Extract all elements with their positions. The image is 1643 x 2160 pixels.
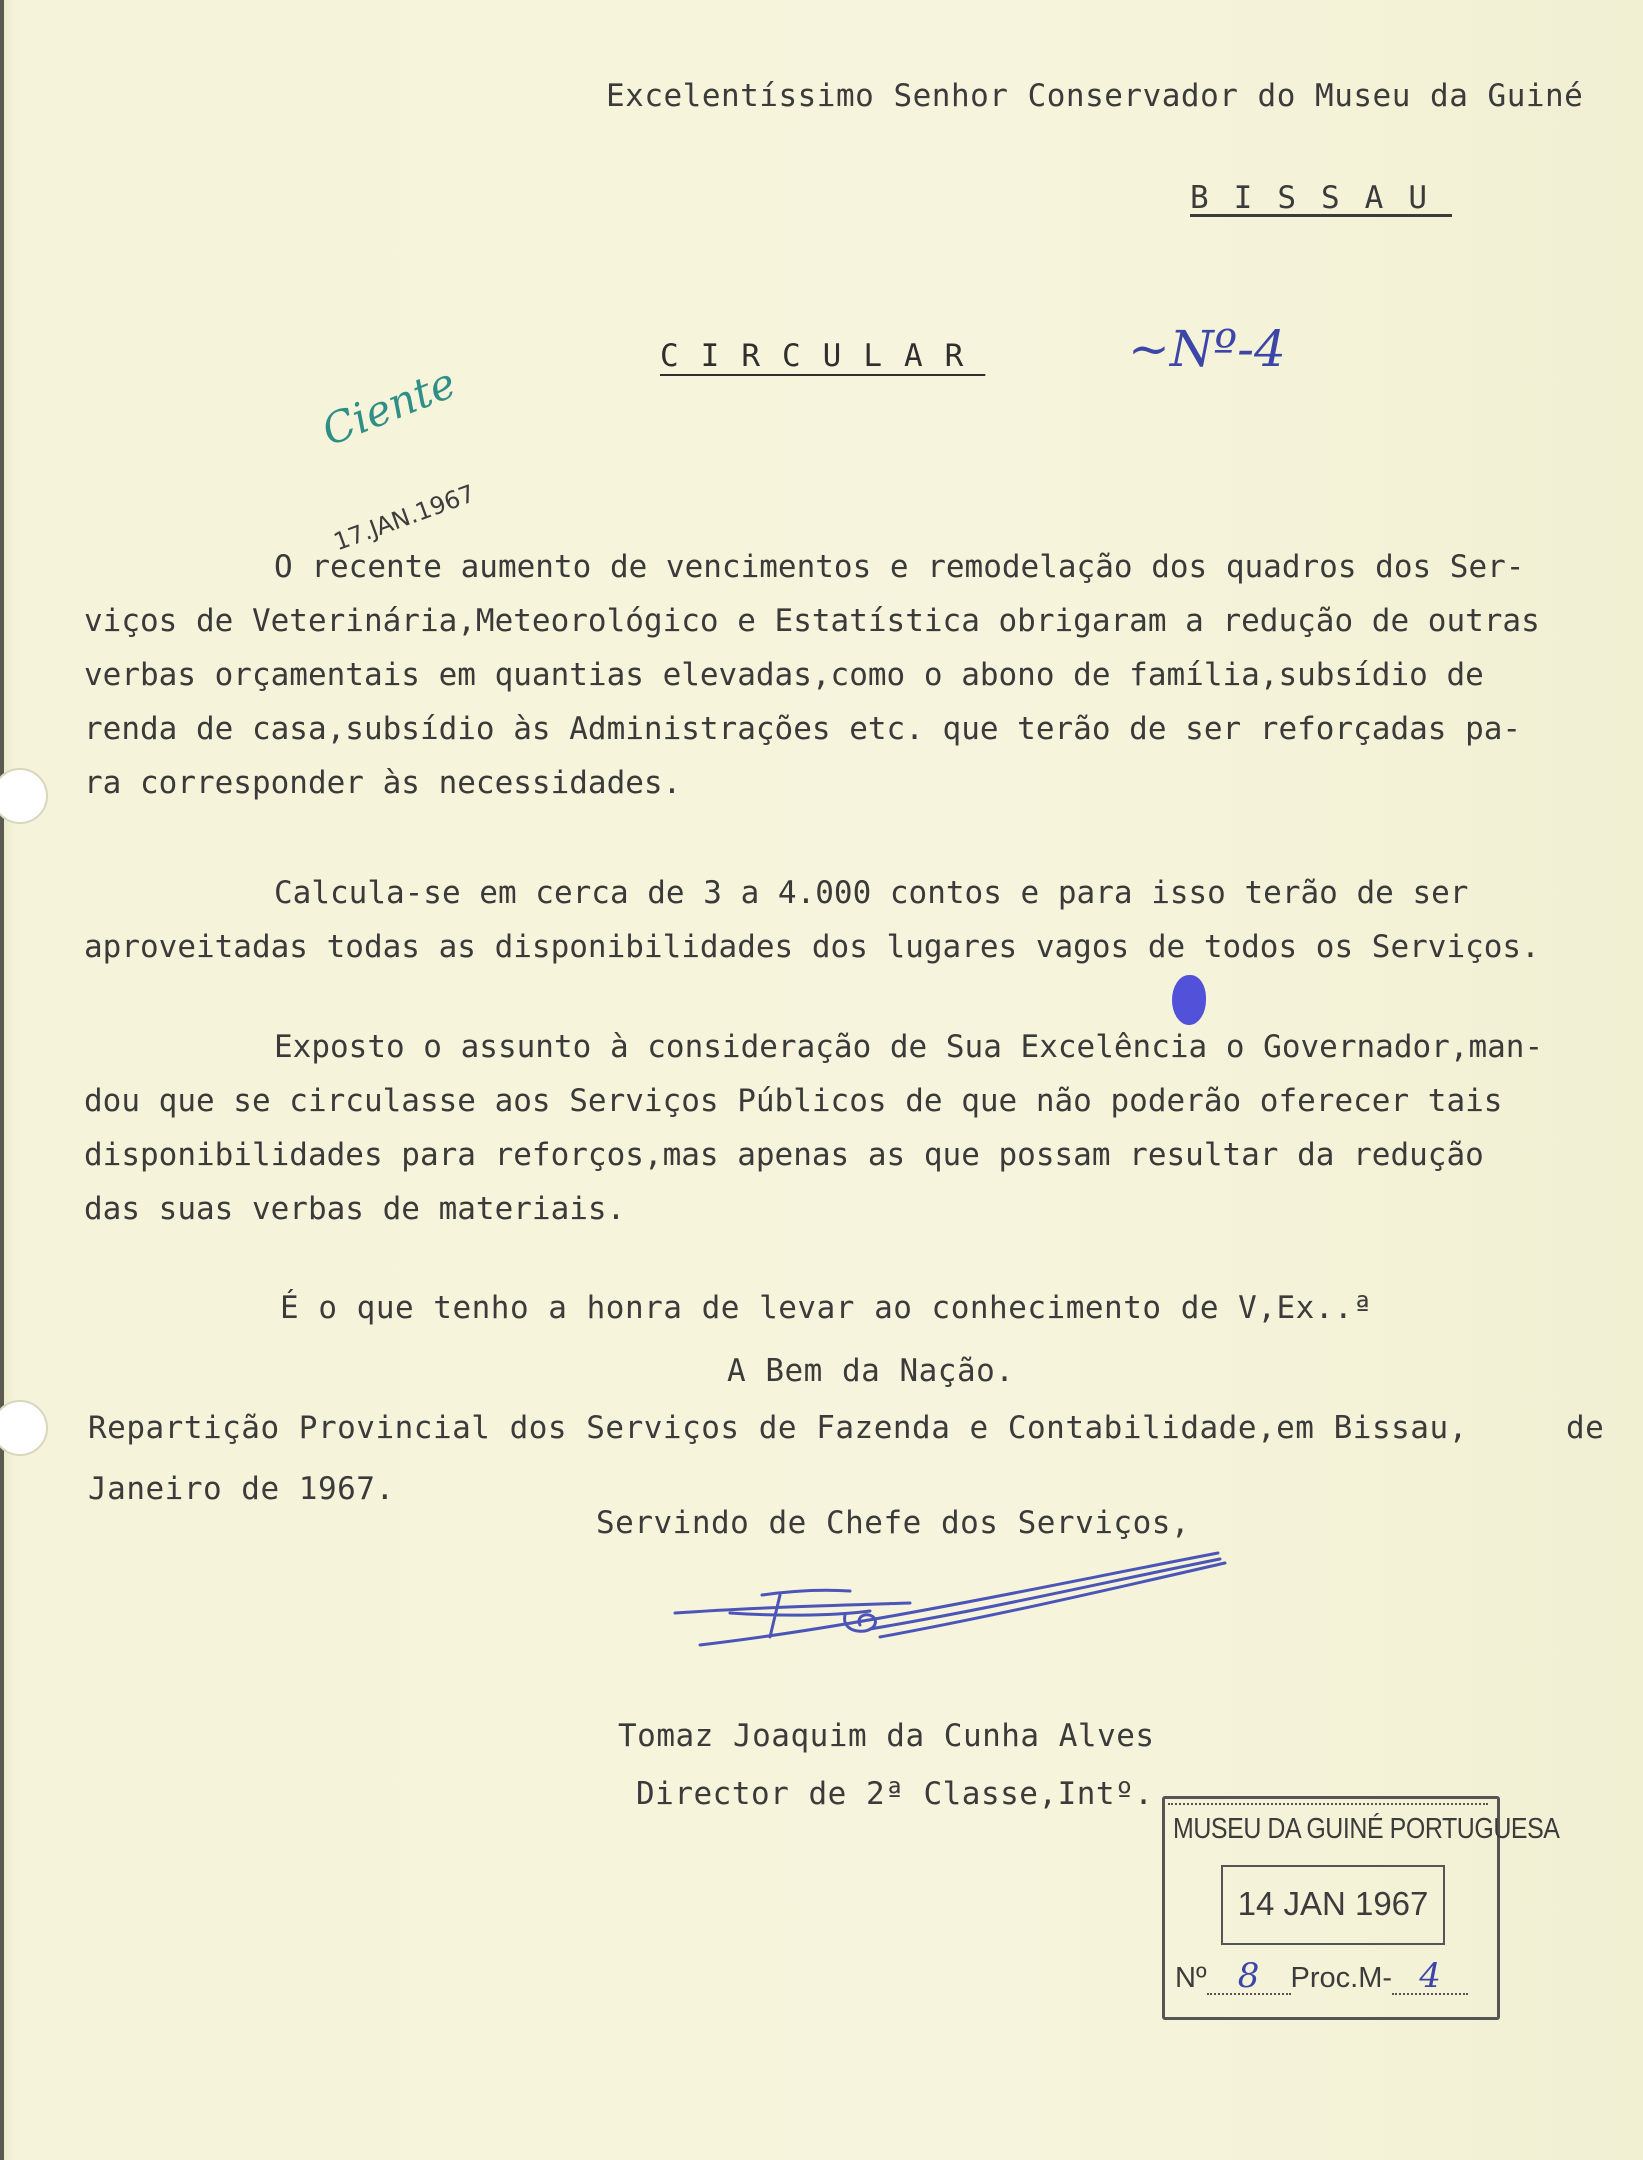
- stamp-number-label: Nº: [1175, 1962, 1207, 1994]
- salutation: A Bem da Nação.: [727, 1353, 1015, 1389]
- paragraph-line: aproveitadas todas as disponibilidades dos lugares vagos de todos os Serviços.: [84, 929, 1540, 965]
- paragraph-line: das suas verbas de materiais.: [84, 1191, 626, 1227]
- museum-reception-stamp: [1162, 1796, 1560, 2020]
- stamp-bottom-row: [1175, 1956, 1487, 1996]
- place-line-1: Repartição Provincial dos Serviços de Fazenda e Contabilidade,em Bissau,: [88, 1410, 1468, 1446]
- paragraph-line: ra corresponder às necessidades.: [84, 765, 682, 801]
- place-line-2: Janeiro de 1967.: [88, 1471, 395, 1507]
- page-edge: [0, 0, 4, 2160]
- paragraph-line: dou que se circulasse aos Serviços Públicos de que não poderão oferecer tais: [84, 1083, 1503, 1119]
- paragraph-line: viços de Veterinária,Meteorológico e Estatística obrigaram a redução de outras: [84, 603, 1540, 639]
- acting-capacity: Servindo de Chefe dos Serviços,: [596, 1505, 1191, 1541]
- paragraph-line: verbas orçamentais em quantias elevadas,como o abono de família,subsídio de: [84, 657, 1484, 693]
- stamp-number-value: 8: [1207, 1959, 1291, 1995]
- punch-hole-top: [0, 768, 48, 824]
- ciente-date-stamp: 17.JAN.1967: [330, 479, 479, 557]
- stamp-proc-label: Proc.M-: [1290, 1962, 1393, 1994]
- document-title: CIRCULAR: [660, 338, 986, 374]
- signatory-name: Tomaz Joaquim da Cunha Alves: [618, 1718, 1155, 1754]
- stamp-title: MUSEU DA GUINÉ PORTUGUESA: [1173, 1813, 1560, 1845]
- stamp-date: 14 JAN 1967: [1237, 1885, 1429, 1922]
- paragraph-line: O recente aumento de vencimentos e remodelação dos quadros dos Ser-: [274, 549, 1525, 585]
- signatory-title: Director de 2ª Classe,Intº.: [636, 1776, 1154, 1812]
- paragraph-line: disponibilidades para reforços,mas apenas as que possam resultar da redução: [84, 1137, 1484, 1173]
- paragraph-line: Exposto o assunto à consideração de Sua Excelência o Governador,man-: [274, 1029, 1544, 1065]
- stamp-proc-value: 4: [1392, 1959, 1468, 1995]
- paragraph-2: [84, 866, 1624, 974]
- paragraph-line: Calcula-se em cerca de 3 a 4.000 contos e para isso terão de ser: [274, 875, 1469, 911]
- addressee-city: BISSAU: [1190, 180, 1452, 216]
- closing-statement: É o que tenho a honra de levar ao conhecimento de V,Ex..ª: [280, 1290, 1373, 1326]
- handwritten-signature: [670, 1545, 1230, 1655]
- paragraph-line: renda de casa,subsídio às Administrações etc. que terão de ser reforçadas pa-: [84, 711, 1522, 747]
- paragraph-1: [84, 540, 1624, 810]
- stamp-date-box: [1221, 1865, 1445, 1945]
- punch-hole-bottom: [0, 1400, 48, 1456]
- paragraph-3: [84, 1020, 1624, 1236]
- handwritten-circular-number: ~Nº-4: [1128, 320, 1286, 378]
- place-day: de: [1566, 1410, 1605, 1446]
- handwritten-ciente-note: Ciente: [315, 357, 463, 456]
- addressee: Excelentíssimo Senhor Conservador do Museu da Guiné: [606, 78, 1584, 114]
- ink-blot: [1172, 975, 1206, 1025]
